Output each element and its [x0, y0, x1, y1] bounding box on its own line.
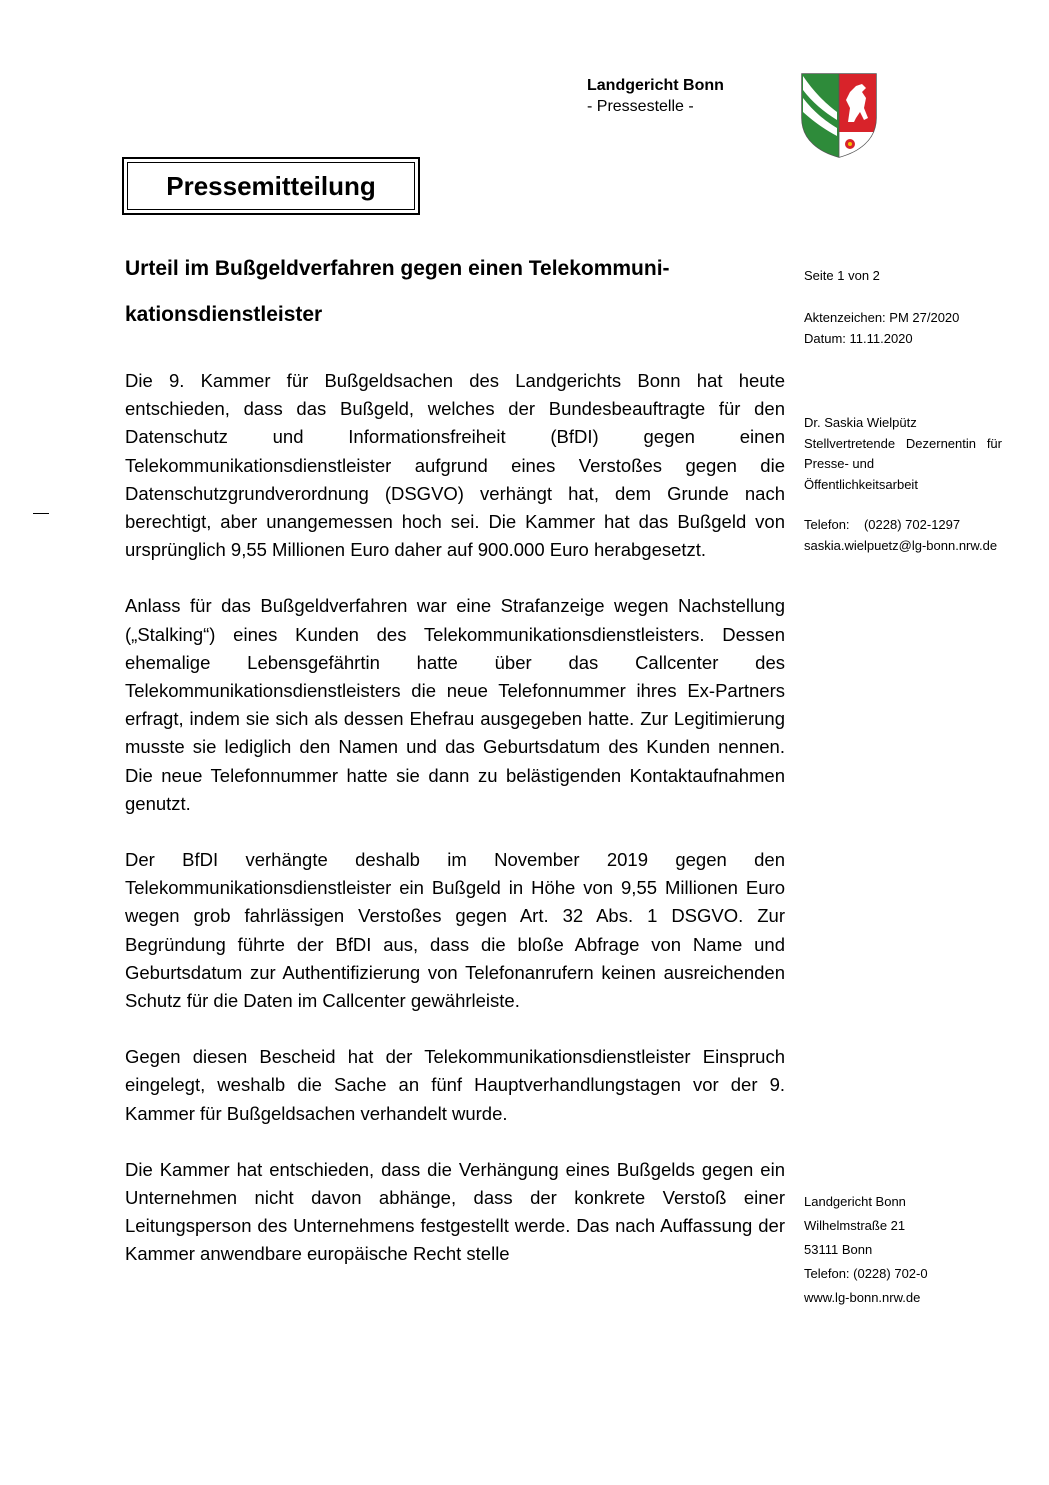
paragraph-4: Gegen diesen Bescheid hat der Telekommunikationsdienstleister Einspruch eingelegt, weshalb die Sache an fünf Hauptverhandlungstagen vor der 9. Kammer für Bußgeldsachen verhandelt wurde.	[125, 1046, 785, 1124]
fold-mark	[33, 513, 49, 514]
press-office: - Pressestelle -	[587, 98, 694, 115]
contact-role-3: Öffentlichkeitsarbeit	[804, 476, 918, 492]
contact-phone: Telefon: (0228) 702-1297	[804, 517, 961, 532]
contact-role-2: Presse- und	[804, 456, 875, 471]
page-info	[804, 266, 1034, 287]
document-date: Datum: 11.11.2020	[804, 330, 913, 346]
paragraph-2: Anlass für das Bußgeldverfahren war eine Strafanzeige wegen Nachstellung („Stalking“) eines Kunden des Telekommunikationsdienstleisters. Dessen ehemalige Lebensgefährtin hatte über das Callcenter des Telekommunikationsdienstleisters die neue Telefonnummer ihres Ex-Partners erfragt, indem sie sich als dessen Ehefrau ausgegeben hatte. Zur Legitimierung musste sie lediglich den Namen und das Geburtsdatum des Kunden nennen. Die neue Telefonnummer hatte sie dann zu belästigenden Kontaktaufnahmen genutzt.	[125, 595, 785, 814]
court-address	[804, 1190, 1034, 1310]
press-contact	[804, 413, 1034, 556]
contact-name: Dr. Saskia Wielpütz	[804, 415, 917, 430]
address-phone: Telefon: (0228) 702-0	[804, 1266, 928, 1281]
body-text	[125, 367, 785, 1297]
headline	[125, 246, 785, 338]
address-city: 53111 Bonn	[804, 1242, 873, 1257]
letterhead	[587, 75, 787, 117]
address-street: Wilhelmstraße 21	[804, 1218, 906, 1233]
headline-line-2: kationsdienstleister	[125, 303, 323, 326]
headline-line-1: Urteil im Bußgeldverfahren gegen einen Telekommuni-	[125, 257, 670, 280]
press-release-label-box	[122, 157, 420, 215]
address-name: Landgericht Bonn	[804, 1194, 906, 1209]
paragraph-1: Die 9. Kammer für Bußgeldsachen des Landgerichts Bonn hat heute entschieden, dass das Bußgeld, welches der Bundesbeauftragte für den Datenschutz und Informationsfreiheit (BfDI) gegen einen Telekommunikationsdienstleister aufgrund eines Verstoßes gegen die Datenschutzgrundverordnung (DSGVO) verhängt hat, dem Grunde nach berechtigt, aber unangemessen hoch sei. Die Kammer hat das Bußgeld von ursprünglich 9,55 Millionen Euro daher auf 900.000 Euro herabgesetzt.	[125, 370, 785, 561]
reference-number: Aktenzeichen: PM 27/2020	[804, 310, 960, 325]
contact-email: saskia.wielpuetz@lg-bonn.nrw.de	[804, 537, 998, 553]
document-meta	[804, 308, 1034, 349]
contact-role: Stellvertretende Dezernentin für	[804, 435, 1002, 451]
nrw-coat-of-arms-icon	[800, 72, 878, 158]
paragraph-5: Die Kammer hat entschieden, dass die Verhängung eines Bußgelds gegen ein Unternehmen nicht davon abhänge, dass der konkrete Verstoß einer Leitungsperson des Unternehmens festgestellt werde. Das nach Auffassung der Kammer anwendbare europäische Recht stelle	[125, 1158, 785, 1265]
page-number: Seite 1 von 2	[804, 268, 880, 283]
paragraph-3: Der BfDI verhängte deshalb im November 2019 gegen den Telekommunikationsdienstleister ein Bußgeld in Höhe von 9,55 Millionen Euro wegen grob fahrlässigen Verstoßes gegen Art. 32 Abs. 1 DSGVO. Zur Begründung führte der BfDI aus, dass die bloße Abfrage von Name und Geburtsdatum zur Authentifizierung von Telefonanrufern keinen ausreichenden Schutz für die Daten im Callcenter gewährleiste.	[125, 849, 785, 1012]
press-release-label: Pressemitteilung	[127, 162, 415, 210]
address-website: www.lg-bonn.nrw.de	[804, 1290, 921, 1305]
court-name: Landgericht Bonn	[587, 77, 724, 94]
